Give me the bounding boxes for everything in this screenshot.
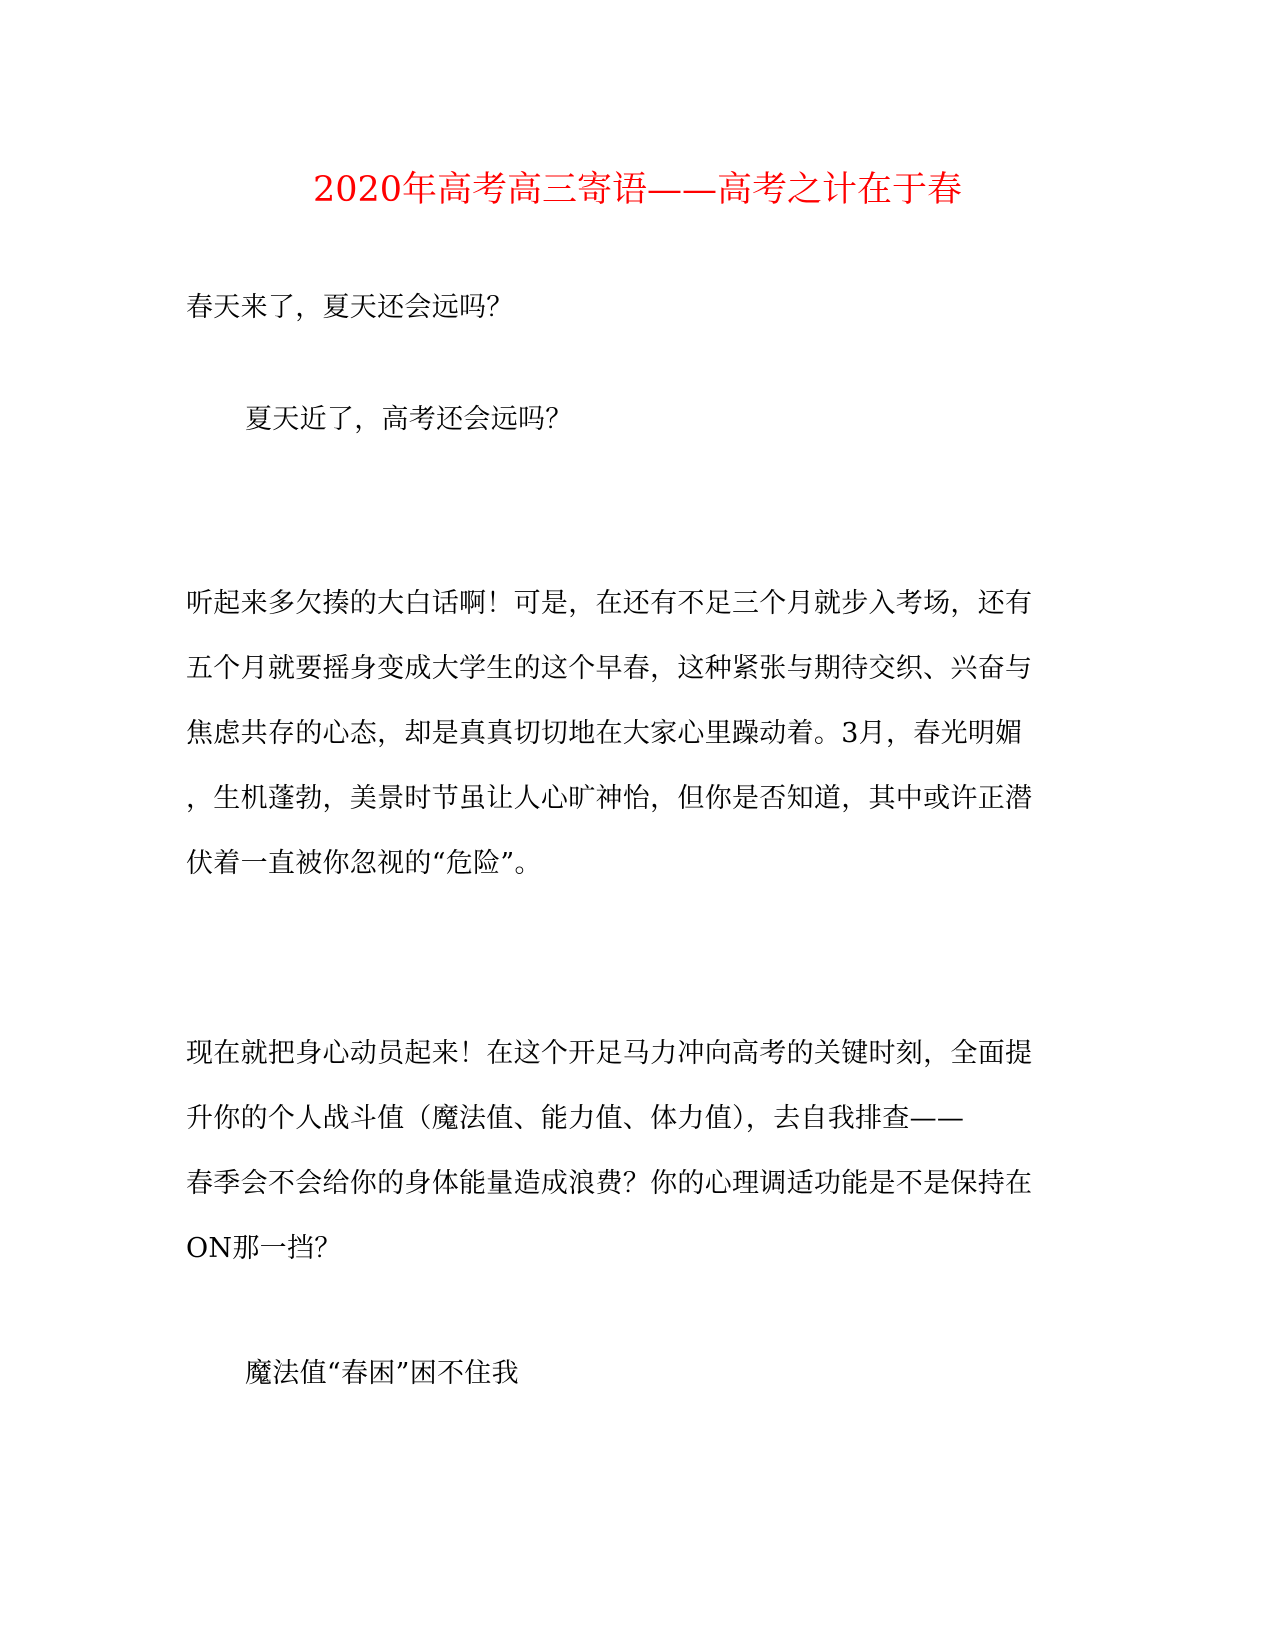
paragraph-2: 夏天近了，高考还会远吗？ <box>245 404 573 435</box>
paragraph-3-line-5: 伏着一直被你忽视的“危险”。 <box>186 848 542 879</box>
paragraph-3-line-1: 听起来多欠揍的大白话啊！可是，在还有不足三个月就步入考场，还有 <box>186 588 1033 619</box>
paragraph-4-line-2: 升你的个人战斗值（魔法值、能力值、体力值），去自我排查—— <box>186 1103 965 1134</box>
paragraph-4-line-4: ON那一挡？ <box>186 1233 342 1264</box>
document-title: 2020年高考高三寄语——高考之计在于春 <box>312 170 963 210</box>
paragraph-3-line-4: ，生机蓬勃，美景时节虽让人心旷神怡，但你是否知道，其中或许正潜 <box>186 783 1033 814</box>
paragraph-4-line-1: 现在就把身心动员起来！在这个开足马力冲向高考的关键时刻，全面提 <box>186 1038 1033 1069</box>
paragraph-4-line-3: 春季会不会给你的身体能量造成浪费？你的心理调适功能是不是保持在 <box>186 1168 1033 1199</box>
paragraph-3-line-3: 焦虑共存的心态，却是真真切切地在大家心里躁动着。3月，春光明媚 <box>186 718 1023 749</box>
section-heading-magic: 魔法值“春困”困不住我 <box>245 1358 519 1389</box>
paragraph-3-line-2: 五个月就要摇身变成大学生的这个早春，这种紧张与期待交织、兴奋与 <box>186 653 1033 684</box>
paragraph-1: 春天来了，夏天还会远吗？ <box>186 292 514 323</box>
